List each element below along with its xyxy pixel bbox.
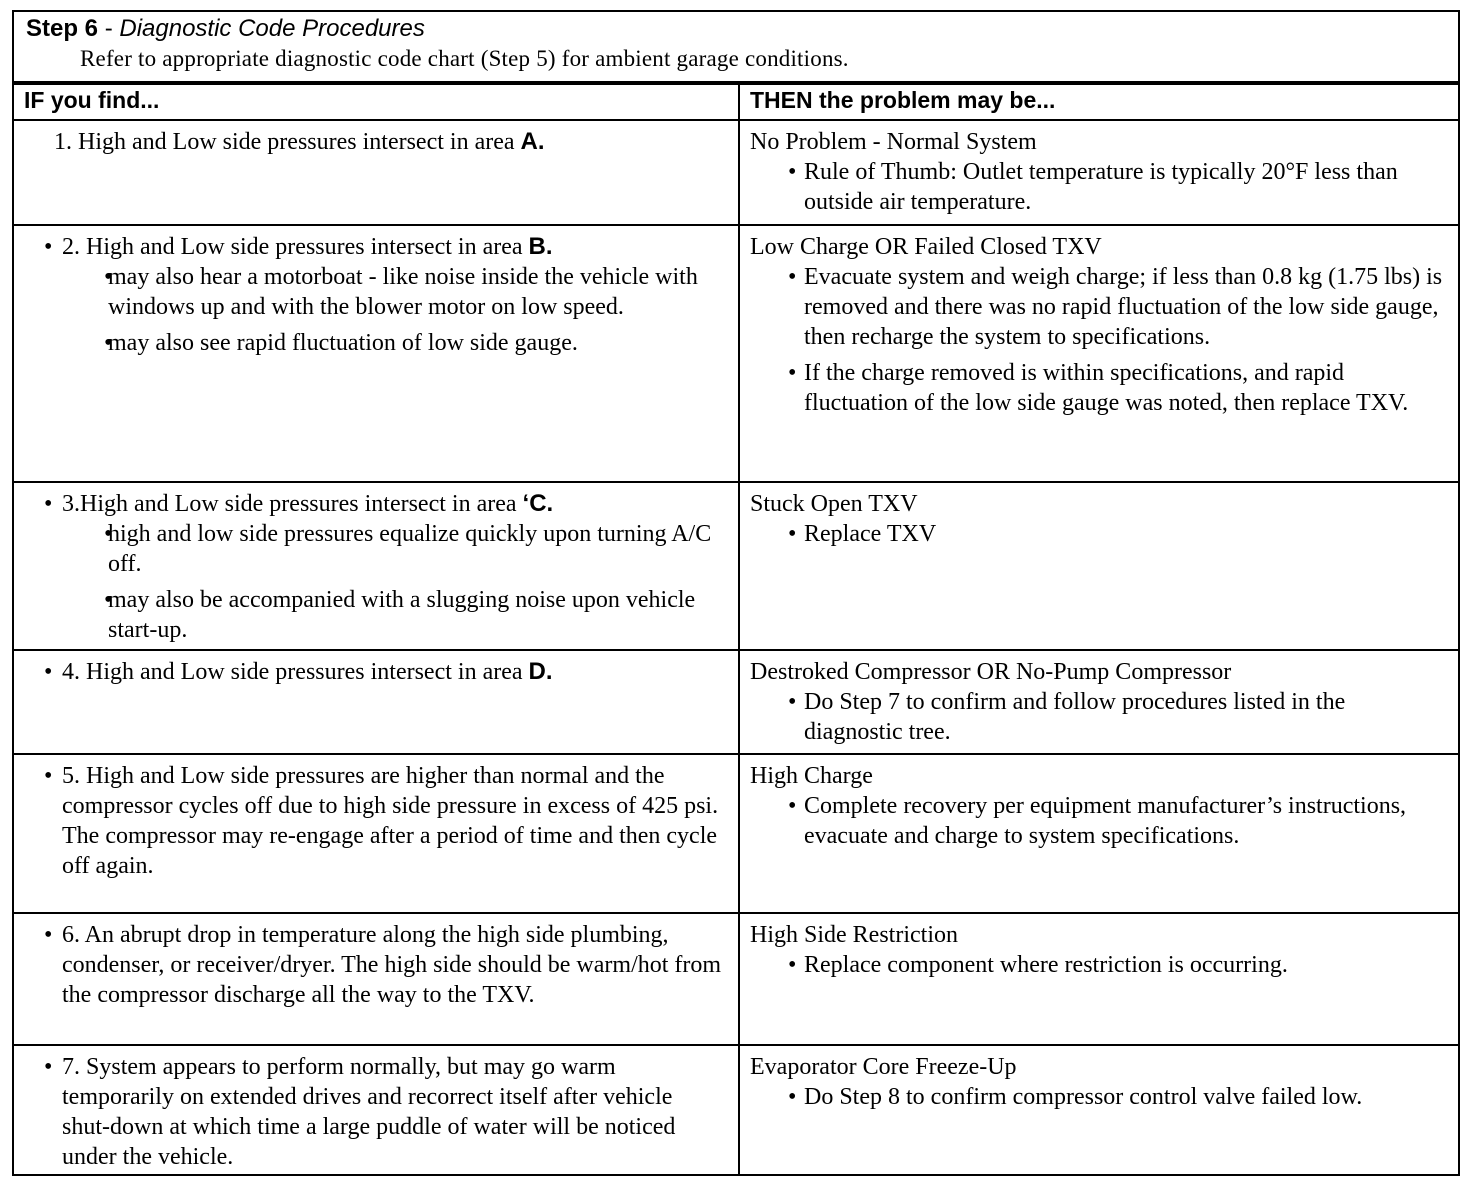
table-row <box>14 754 1458 913</box>
then-cell <box>739 754 1458 913</box>
area-letter: D. <box>528 658 553 685</box>
find-cell <box>14 913 739 1045</box>
remedy-item: • Evacuate system and weigh charge; if less than 0.8 kg (1.75 lbs) is removed and there was no rapid fluctuation of the low side gauge, then recharge the system to specifications. <box>750 262 1446 352</box>
diagnostic-table <box>14 83 1458 1176</box>
step-label: Step 6 <box>26 15 99 42</box>
finding-subitem: • may also be accompanied with a slugging noise upon vehicle start-up. <box>62 585 726 645</box>
finding-item <box>62 1052 726 1172</box>
finding-text: 5. High and Low side pressures are higher than normal and the compressor cycles off due to high side pressure in excess of 425 psi. The compressor may re-engage after a period of time and then cycle off again. <box>62 763 719 879</box>
then-cell <box>739 482 1458 650</box>
problem-title: No Problem - Normal System <box>750 129 1037 155</box>
finding-text: 1. High and Low side pressures intersect in area <box>54 129 515 155</box>
table-row <box>14 913 1458 1045</box>
area-letter: ‘C. <box>522 490 554 517</box>
find-cell <box>14 225 739 482</box>
table-header-row <box>14 84 1458 120</box>
finding-text: 3.High and Low side pressures intersect in area <box>62 491 517 517</box>
header-title <box>26 14 1458 44</box>
area-letter: A. <box>520 128 545 155</box>
find-cell <box>14 754 739 913</box>
finding-item <box>62 761 726 881</box>
find-cell <box>14 482 739 650</box>
find-cell <box>14 650 739 754</box>
find-cell <box>14 1045 739 1176</box>
remedy-item: • Replace TXV <box>750 519 1446 549</box>
finding-item <box>62 489 726 519</box>
then-cell <box>739 650 1458 754</box>
then-cell <box>739 913 1458 1045</box>
finding-item <box>62 232 726 262</box>
problem-title: High Side Restriction <box>750 922 958 948</box>
finding-text: 2. High and Low side pressures intersect in area <box>62 234 523 260</box>
then-cell <box>739 120 1458 225</box>
table-row <box>14 225 1458 482</box>
remedy-item: • If the charge removed is within specifications, and rapid fluctuation of the low side gauge was noted, then replace TXV. <box>750 358 1446 418</box>
column-header-find: IF you find... <box>14 84 739 120</box>
header-instruction: Refer to appropriate diagnostic code chart (Step 5) for ambient garage conditions. <box>80 46 849 71</box>
diagnostic-procedure-sheet <box>12 10 1460 1176</box>
finding-text: 6. An abrupt drop in temperature along the high side plumbing, condenser, or receiver/dryer. The high side should be warm/hot from the compressor discharge all the way to the TXV. <box>62 922 722 1008</box>
problem-title: High Charge <box>750 763 873 789</box>
finding-subitem: • may also see rapid fluctuation of low side gauge. <box>62 328 726 358</box>
then-cell <box>739 1045 1458 1176</box>
then-cell <box>739 225 1458 482</box>
finding-item <box>62 657 726 687</box>
procedure-title: Diagnostic Code Procedures <box>119 15 425 42</box>
finding-subitem: • may also hear a motorboat - like noise inside the vehicle with windows up and with the blower motor on low speed. <box>62 262 726 322</box>
area-letter: B. <box>528 233 553 260</box>
problem-title: Stuck Open TXV <box>750 491 918 517</box>
title-separator: - <box>98 15 120 42</box>
problem-title: Evaporator Core Freeze-Up <box>750 1054 1017 1080</box>
finding-item <box>62 920 726 1010</box>
finding-subitem: • high and low side pressures equalize quickly upon turning A/C off. <box>62 519 726 579</box>
problem-title: Low Charge OR Failed Closed TXV <box>750 234 1102 260</box>
problem-title: Destroked Compressor OR No-Pump Compressor <box>750 659 1232 685</box>
remedy-item: • Complete recovery per equipment manufacturer’s instructions, evacuate and charge to system specifications. <box>750 791 1446 851</box>
table-row <box>14 482 1458 650</box>
table-row <box>14 650 1458 754</box>
column-header-then: THEN the problem may be... <box>739 84 1458 120</box>
remedy-item: • Do Step 7 to confirm and follow procedures listed in the diagnostic tree. <box>750 687 1446 747</box>
find-cell <box>14 120 739 225</box>
table-row <box>14 120 1458 225</box>
sheet-header <box>14 12 1458 83</box>
remedy-item: • Rule of Thumb: Outlet temperature is typically 20°F less than outside air temperature. <box>750 157 1446 217</box>
table-row <box>14 1045 1458 1176</box>
finding-text: 7. System appears to perform normally, but may go warm temporarily on extended drives and recorrect itself after vehicle shut-down at which time a large puddle of water will be noticed under the vehicle. <box>62 1054 676 1170</box>
remedy-item: • Replace component where restriction is occurring. <box>750 950 1446 980</box>
finding-text: 4. High and Low side pressures intersect in area <box>62 659 523 685</box>
remedy-item: • Do Step 8 to confirm compressor control valve failed low. <box>750 1082 1446 1112</box>
